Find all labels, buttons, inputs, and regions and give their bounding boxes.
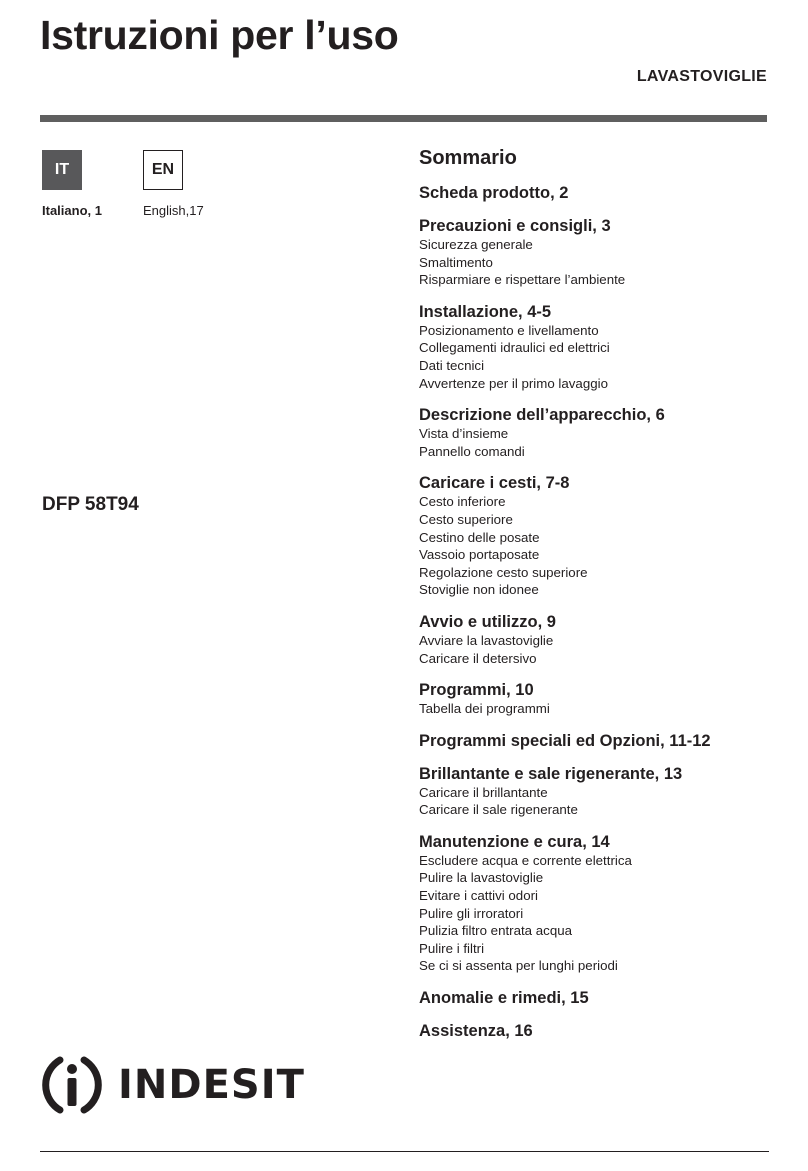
toc-subitem[interactable]: Dati tecnici <box>419 357 485 373</box>
toc-subitem[interactable]: Evitare i cattivi odori <box>419 888 538 904</box>
toc-section <box>419 216 779 289</box>
header-divider <box>40 115 767 122</box>
toc-subitem[interactable]: Tabella dei programmi <box>419 701 550 717</box>
language-label-it: Italiano, 1 <box>42 203 102 218</box>
toc-subitem[interactable]: Escludere acqua e corrente elettrica <box>419 852 632 868</box>
toc-section <box>419 612 779 667</box>
toc-section-title[interactable]: Brillantante e sale rigenerante, 13 <box>419 764 683 783</box>
toc-subitem[interactable]: Avviare la lavastoviglie <box>419 632 554 648</box>
page-title: Istruzioni per l’uso <box>40 12 399 58</box>
toc-subitem-list <box>419 700 779 718</box>
toc-subitem[interactable]: Pulizia filtro entrata acqua <box>419 923 572 939</box>
toc-subitem[interactable]: Pulire gli irroratori <box>419 905 524 921</box>
toc-section <box>419 183 779 203</box>
toc-section-title[interactable]: Precauzioni e consigli, 3 <box>419 217 611 235</box>
toc-section-title[interactable]: Scheda prodotto, 2 <box>419 184 569 202</box>
language-label-en: English,17 <box>143 203 204 218</box>
toc-subitem[interactable]: Pannello comandi <box>419 443 525 459</box>
toc-subitem[interactable]: Pulire i filtri <box>419 940 485 956</box>
brand-wordmark: INDESIT <box>118 1062 305 1108</box>
toc-subitem[interactable]: Vista d’insieme <box>419 426 509 442</box>
toc-subitem-list <box>419 852 779 975</box>
toc-subitem[interactable]: Pulire la lavastoviglie <box>419 870 544 886</box>
toc-section <box>419 731 779 751</box>
toc-subitem[interactable]: Sicurezza generale <box>419 237 533 252</box>
model-number: DFP 58T94 <box>42 494 139 515</box>
toc-section <box>419 988 779 1008</box>
toc-subitem-list <box>419 322 779 392</box>
language-tab-it[interactable]: IT <box>42 150 82 190</box>
toc-section-title[interactable]: Anomalie e rimedi, 15 <box>419 989 589 1008</box>
toc-section-title[interactable]: Manutenzione e cura, 14 <box>419 832 610 851</box>
toc-section <box>419 832 779 975</box>
toc-subitem-list <box>419 425 779 460</box>
toc-subitem[interactable]: Caricare il brillantante <box>419 784 548 800</box>
indesit-info-icon <box>38 1051 106 1119</box>
toc-subitem[interactable]: Avvertenze per il primo lavaggio <box>419 375 608 391</box>
toc-subitem[interactable]: Smaltimento <box>419 254 493 270</box>
toc-subitem[interactable]: Cesto superiore <box>419 511 513 527</box>
toc-subitem[interactable]: Caricare il detersivo <box>419 650 537 666</box>
toc-subitem[interactable]: Caricare il sale rigenerante <box>419 802 578 818</box>
toc-subitem[interactable]: Risparmiare e rispettare l’ambiente <box>419 272 626 288</box>
toc-section <box>419 405 779 460</box>
toc-subitem[interactable]: Se ci si assenta per lunghi periodi <box>419 958 618 974</box>
toc-section <box>419 302 779 392</box>
toc-subitem[interactable]: Stoviglie non idonee <box>419 582 539 598</box>
product-category: LAVASTOVIGLIE <box>636 68 767 85</box>
table-of-contents <box>419 147 779 1054</box>
toc-section <box>419 764 779 819</box>
toc-section-title[interactable]: Avvio e utilizzo, 9 <box>419 612 556 631</box>
toc-section <box>419 680 779 718</box>
brand-logo <box>38 1048 305 1122</box>
toc-subitem-list <box>419 236 779 289</box>
toc-section <box>419 473 779 599</box>
toc-section-title[interactable]: Programmi speciali ed Opzioni, 11-12 <box>419 731 711 750</box>
toc-subitem[interactable]: Posizionamento e livellamento <box>419 322 599 338</box>
toc-section <box>419 1021 779 1041</box>
toc-subitem-list <box>419 784 779 819</box>
toc-subitem-list <box>419 632 779 667</box>
footer-divider <box>40 1151 769 1152</box>
language-tab-en[interactable]: EN <box>143 150 183 190</box>
toc-subitem-list <box>419 493 779 599</box>
toc-section-title[interactable]: Programmi, 10 <box>419 681 534 700</box>
toc-subitem[interactable]: Vassoio portaposate <box>419 547 540 563</box>
toc-heading: Sommario <box>419 147 517 169</box>
toc-subitem[interactable]: Cestino delle posate <box>419 529 540 545</box>
toc-section-title[interactable]: Installazione, 4-5 <box>419 302 552 321</box>
toc-subitem[interactable]: Cesto inferiore <box>419 494 506 510</box>
toc-subitem[interactable]: Regolazione cesto superiore <box>419 564 588 580</box>
toc-sections <box>419 183 779 1041</box>
toc-section-title[interactable]: Assistenza, 16 <box>419 1022 533 1041</box>
toc-subitem[interactable]: Collegamenti idraulici ed elettrici <box>419 340 610 356</box>
toc-section-title[interactable]: Caricare i cesti, 7-8 <box>419 474 570 493</box>
toc-section-title[interactable]: Descrizione dell’apparecchio, 6 <box>419 406 665 425</box>
